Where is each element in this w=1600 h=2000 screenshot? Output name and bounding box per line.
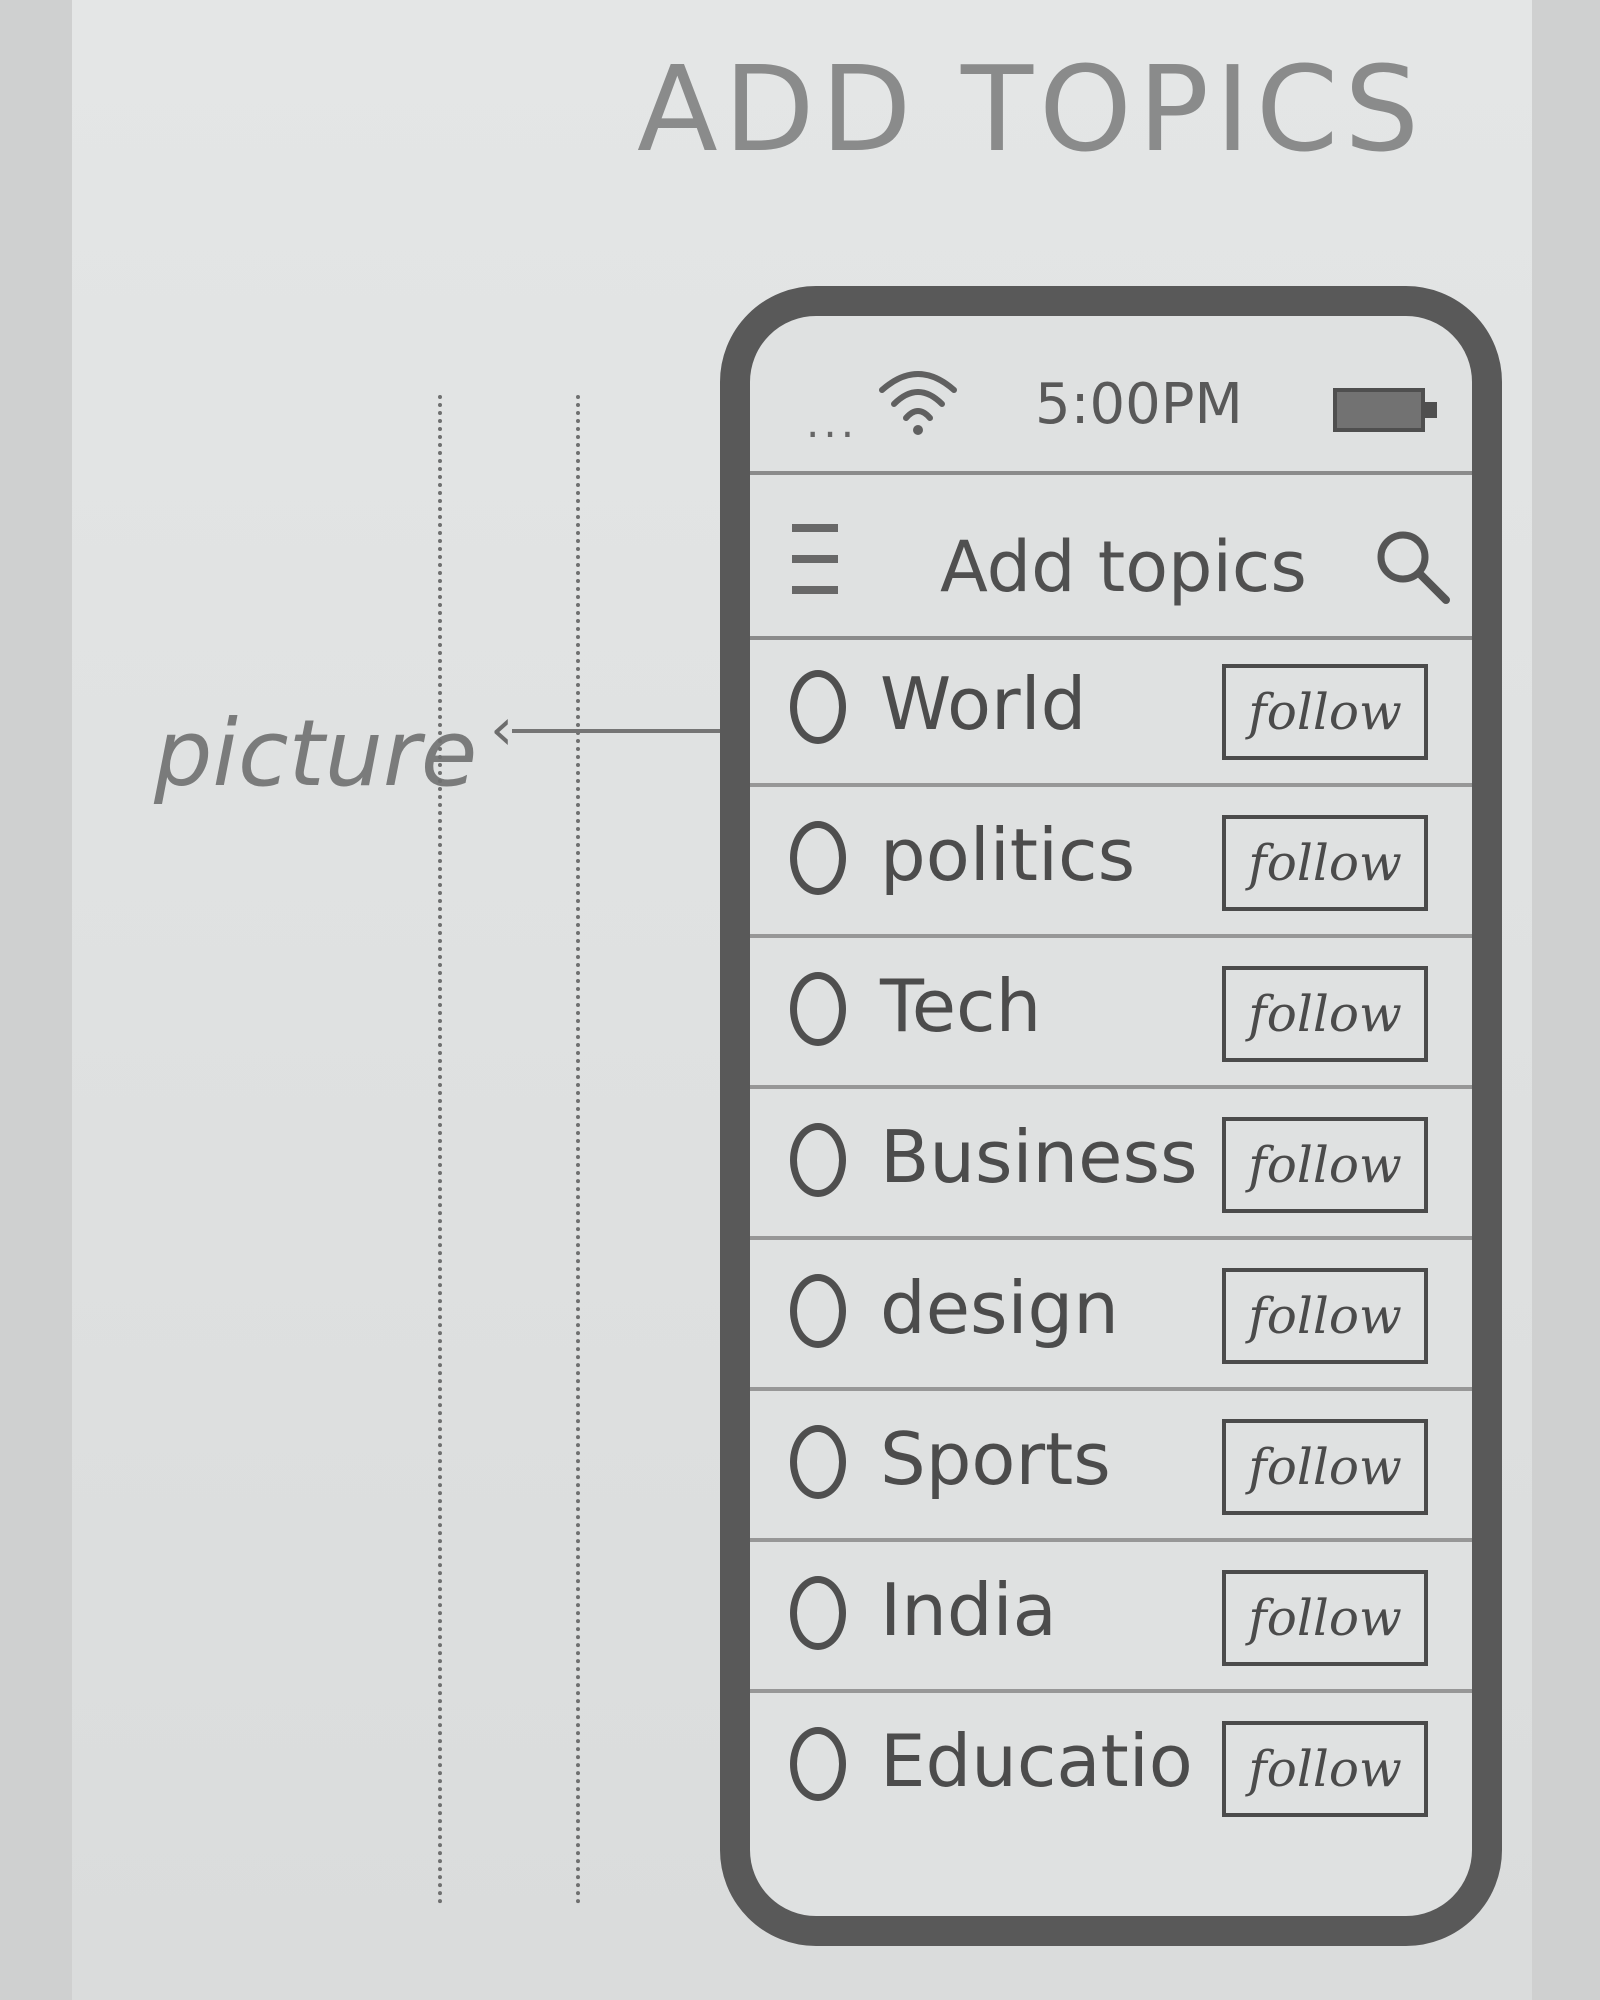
page-title: ADD TOPICS <box>637 40 1426 178</box>
follow-sports-button[interactable]: follow <box>1222 1419 1428 1515</box>
status-bar <box>750 316 1472 475</box>
app-title: Add topics <box>940 526 1307 608</box>
topic-picture-icon <box>790 1123 846 1197</box>
topic-name-politics: politics <box>880 813 1136 897</box>
sketch-paper <box>72 0 1532 2000</box>
topic-row-politics <box>750 787 1472 938</box>
topic-row-world <box>750 636 1472 787</box>
dotted-guide-left <box>438 395 442 1905</box>
follow-education-button[interactable]: follow <box>1222 1721 1428 1817</box>
signal-dots: ... <box>806 398 859 447</box>
topic-row-design <box>750 1240 1472 1391</box>
topic-name-tech: Tech <box>880 964 1042 1048</box>
topic-picture-icon <box>790 670 846 744</box>
menu-line-middle <box>792 555 838 563</box>
annotation-arrow-head-icon: ‹ <box>490 695 514 763</box>
topic-row-india <box>750 1542 1472 1693</box>
phone-frame <box>720 286 1502 1946</box>
dotted-guide-right <box>576 395 580 1905</box>
topic-name-india: India <box>880 1568 1057 1652</box>
topic-picture-icon <box>790 821 846 895</box>
follow-politics-button[interactable]: follow <box>1222 815 1428 911</box>
menu-icon[interactable] <box>792 524 838 594</box>
menu-line-top <box>792 524 838 532</box>
topic-row-sports <box>750 1391 1472 1542</box>
topic-picture-icon <box>790 972 846 1046</box>
follow-business-button[interactable]: follow <box>1222 1117 1428 1213</box>
wifi-icon <box>872 354 964 440</box>
picture-annotation-label: picture <box>154 700 478 807</box>
topic-name-world: World <box>880 662 1087 746</box>
battery-icon <box>1333 388 1425 432</box>
topic-picture-icon <box>790 1727 846 1801</box>
topic-name-education: Educatio <box>880 1719 1193 1803</box>
follow-tech-button[interactable]: follow <box>1222 966 1428 1062</box>
topic-list <box>750 636 1472 1840</box>
topic-row-education <box>750 1693 1472 1840</box>
topic-name-business: Business <box>880 1115 1198 1199</box>
topic-row-tech <box>750 938 1472 1089</box>
topic-name-sports: Sports <box>880 1417 1111 1501</box>
topic-row-business <box>750 1089 1472 1240</box>
app-bar <box>750 476 1472 640</box>
topic-picture-icon <box>790 1274 846 1348</box>
follow-world-button[interactable]: follow <box>1222 664 1428 760</box>
follow-design-button[interactable]: follow <box>1222 1268 1428 1364</box>
topic-name-design: design <box>880 1266 1119 1350</box>
search-icon[interactable] <box>1370 524 1454 608</box>
follow-india-button[interactable]: follow <box>1222 1570 1428 1666</box>
topic-picture-icon <box>790 1425 846 1499</box>
topic-picture-icon <box>790 1576 846 1650</box>
status-clock: 5:00PM <box>1035 372 1243 437</box>
menu-line-bottom <box>792 586 838 594</box>
